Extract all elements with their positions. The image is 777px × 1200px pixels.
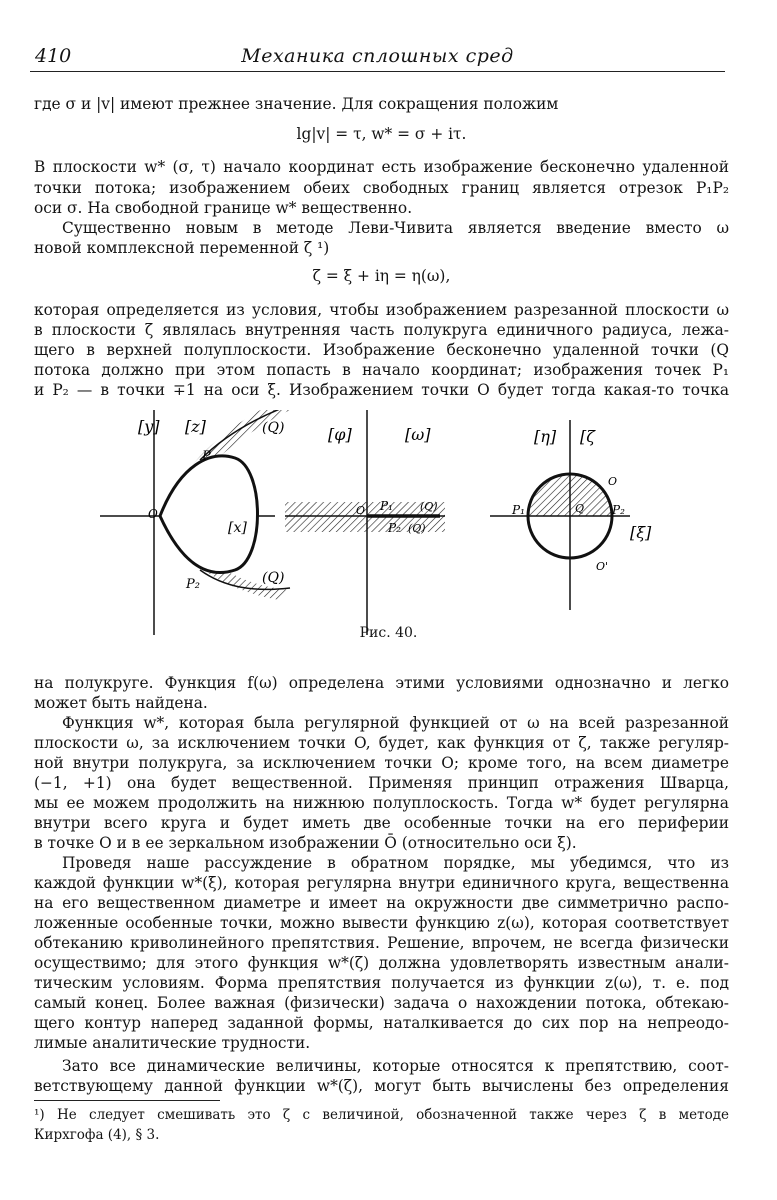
page-number: 410	[35, 45, 72, 67]
text-line: Проведя наше рассуждение в обратном порядке, мы убедимся, что из	[62, 854, 729, 872]
label-q2-2: (Q)	[408, 522, 426, 535]
text-line: обтеканию криволинейного препятствия. Решение, впрочем, не всегда физически	[34, 934, 729, 952]
text-line: лимые аналитические трудности.	[34, 1034, 311, 1052]
label-zeta: [ζ	[580, 427, 595, 446]
panel-z-plane	[100, 410, 290, 635]
label-p2: P₂	[186, 577, 200, 592]
text-line: ложенные особенные точки, можно вывести функцию z(ω), которая соответствует	[34, 914, 729, 932]
label-p2-3: P₂	[612, 503, 625, 517]
panel-zeta-plane	[490, 420, 652, 610]
text-line: ветствующему данной функции w*(ζ), могут быть вычислены без определения	[34, 1077, 729, 1095]
label-p2-2: P₂	[388, 521, 401, 535]
label-p: P	[202, 449, 211, 464]
obstacle-contour	[160, 456, 258, 573]
label-omega: [ω]	[405, 425, 431, 444]
text-line: (−1, +1) она будет вещественной. Применяя принцип отражения Шварца,	[34, 774, 729, 792]
text-line: где σ и |v| имеют прежнее значение. Для сокращения положим	[34, 95, 559, 113]
text-line: плоскости ω, за исключением точки O, будет, как функция от ζ, также регуляр-	[34, 734, 729, 752]
text-line: щего контур наперед заданной формы, наталкивается до сих пор на непреодо-	[34, 1014, 729, 1032]
formula: lg|v| = τ, w* = σ + iτ.	[296, 125, 467, 143]
text-line: осуществимо; для этого функция w*(ζ) должна удовлетворять известным анали-	[34, 954, 729, 972]
text-line: Существенно новым в методе Леви-Чивита является введение вместо ω	[62, 219, 729, 237]
figure-caption: Рис. 40.	[359, 625, 418, 641]
label-q-top: (Q)	[262, 420, 285, 436]
label-o2: O	[356, 504, 366, 517]
label-o-prime: O'	[596, 560, 609, 573]
label-x: [x]	[228, 520, 247, 536]
text-line: тическим условиям. Форма препятствия получается из функции z(ω), т. е. под	[34, 974, 729, 992]
text-line: может быть найдена.	[34, 694, 208, 712]
label-q-bottom: (Q)	[262, 570, 285, 586]
text-line: каждой функции w*(ξ), которая регулярна внутри единичного круга, вещественна	[34, 874, 729, 892]
label-o: O	[148, 507, 158, 521]
footnote-line: Кирхгофа (4), § 3.	[34, 1127, 160, 1143]
label-q1-2: (Q)	[420, 500, 438, 513]
text-line: и P₂ — в точки ∓1 на оси ξ. Изображением точки O будет тогда какая-то точка	[34, 381, 729, 399]
text-line: самый конец. Более важная (физически) задача о нахождении потока, обтекаю-	[34, 994, 729, 1012]
running-title: Механика сплошных сред	[241, 45, 514, 67]
label-y: [y]	[138, 417, 160, 436]
label-q-3: Q	[575, 502, 585, 515]
text-line: на полукруге. Функция f(ω) определена этими условиями однозначно и легко	[34, 674, 729, 692]
text-line: новой комплексной переменной ζ ¹)	[34, 239, 330, 257]
text-line: Зато все динамические величины, которые относятся к препятствию, соот-	[62, 1057, 729, 1075]
label-xi: [ξ]	[630, 523, 652, 542]
text-line: потока должно при этом попасть в начало координат; изображения точек P₁	[34, 361, 729, 379]
label-eta: [η]	[534, 427, 557, 446]
text-line: щего в верхней полуплоскости. Изображение бесконечно удаленной точки (Q	[34, 341, 729, 359]
text-line: внутри всего круга и будет иметь две особенные точки на его периферии	[34, 814, 729, 832]
label-z: [z]	[185, 417, 206, 436]
formula: ζ = ξ + iη = η(ω),	[312, 267, 451, 285]
text-line: В плоскости w* (σ, τ) начало координат есть изображение бесконечно удаленной	[34, 158, 729, 176]
text-line: оси σ. На свободной границе w* вещественно.	[34, 199, 413, 217]
text-line: ной внутри полукруга, за исключением точки O; кроме того, на всем диаметре	[34, 754, 729, 772]
label-o-3: O	[608, 475, 618, 488]
running-header	[30, 42, 725, 70]
footnote-rule	[34, 1100, 220, 1101]
label-phi: [φ]	[328, 425, 352, 444]
text-line: точки потока; изображением обеих свободных границ является отрезок P₁P₂	[34, 179, 729, 197]
text-line: в плоскости ζ являлась внутренняя часть полукруга единичного радиуса, лежа-	[34, 321, 729, 339]
text-line: мы ее можем продолжить на нижнюю полуплоскость. Тогда w* будет регулярна	[34, 794, 729, 812]
footnote-line: ¹) Не следует смешивать это ζ с величиной, обозначенной также через ζ в методе	[34, 1107, 729, 1123]
panel-omega-plane	[285, 410, 445, 635]
label-p1-2: P₁	[380, 499, 393, 513]
text-line: в точке O и в ее зеркальном изображении Ō (относительно оси ξ).	[34, 834, 577, 852]
header-rule	[30, 71, 725, 72]
text-line: на его вещественном диаметре и имеет на окружности две симметрично распо-	[34, 894, 729, 912]
text-line: которая определяется из условия, чтобы изображением разрезанной плоскости ω	[34, 301, 729, 319]
text-line: Функция w*, которая была регулярной функцией от ω на всей разрезанной	[62, 714, 729, 732]
label-p1-3: P₁	[512, 503, 525, 517]
